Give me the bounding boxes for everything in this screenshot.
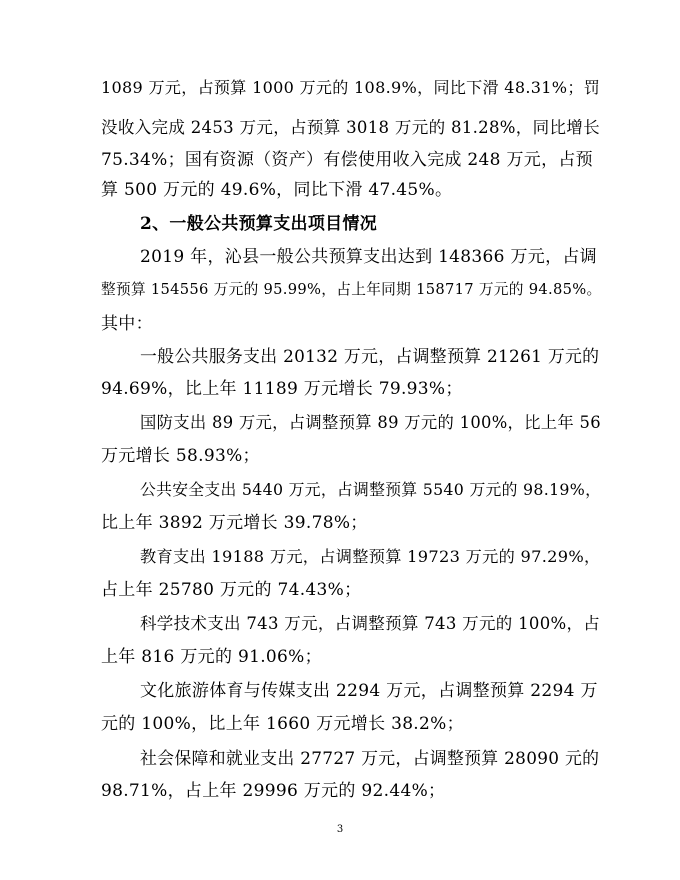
body-text-line: 科学技术支出 743 万元，占调整预算 743 万元的 100%，占 [140, 614, 601, 633]
body-text-line: 社会保障和就业支出 27727 万元，占调整预算 28090 元的 [140, 748, 600, 768]
body-text-line: 2019 年，沁县一般公共预算支出达到 148366 万元，占调 [140, 247, 597, 267]
body-text-line: 一般公共服务支出 20132 万元，占调整预算 21261 万元的 [140, 346, 600, 366]
section-heading: 2、一般公共预算支出项目情况 [140, 214, 378, 234]
body-text-line: 上年 816 万元的 91.06%； [101, 647, 322, 667]
body-text-line: 1089 万元，占预算 1000 万元的 108.9%，同比下滑 48.31%；罚 [101, 78, 601, 97]
body-text-line: 94.69%，比上年 11189 万元增长 79.93%； [101, 379, 463, 399]
page-number: 3 [336, 824, 344, 835]
body-text-line: 公共安全支出 5440 万元，占调整预算 5540 万元的 98.19%， [140, 480, 602, 499]
body-text-line: 其中： [101, 314, 153, 334]
body-text-line: 文化旅游体育与传媒支出 2294 万元，占调整预算 2294 万 [140, 681, 598, 701]
body-text-line: 万元增长 58.93%； [101, 446, 260, 466]
body-text-line: 算 500 万元的 49.6%，同比下滑 47.45%。 [101, 180, 453, 200]
body-text-line: 整预算 154556 万元的 95.99%，占上年同期 158717 万元的 94.85%。 [101, 281, 602, 298]
body-text-line: 比上年 3892 万元增长 39.78%； [101, 513, 368, 533]
body-text-line: 元的 100%，比上年 1660 万元增长 38.2%； [101, 714, 464, 734]
body-text-line: 98.71%，占上年 29996 万元的 92.44%； [101, 781, 446, 801]
body-text-line: 国防支出 89 万元，占调整预算 89 万元的 100%，比上年 56 [140, 413, 601, 432]
body-text-line: 75.34%；国有资源（资产）有偿使用收入完成 248 万元，占预 [101, 150, 593, 170]
body-text-line: 教育支出 19188 万元，占调整预算 19723 万元的 97.29%， [140, 547, 601, 566]
body-text-line: 没收入完成 2453 万元，占预算 3018 万元的 81.28%，同比增长 [101, 118, 600, 137]
body-text-line: 占上年 25780 万元的 74.43%； [101, 580, 362, 600]
